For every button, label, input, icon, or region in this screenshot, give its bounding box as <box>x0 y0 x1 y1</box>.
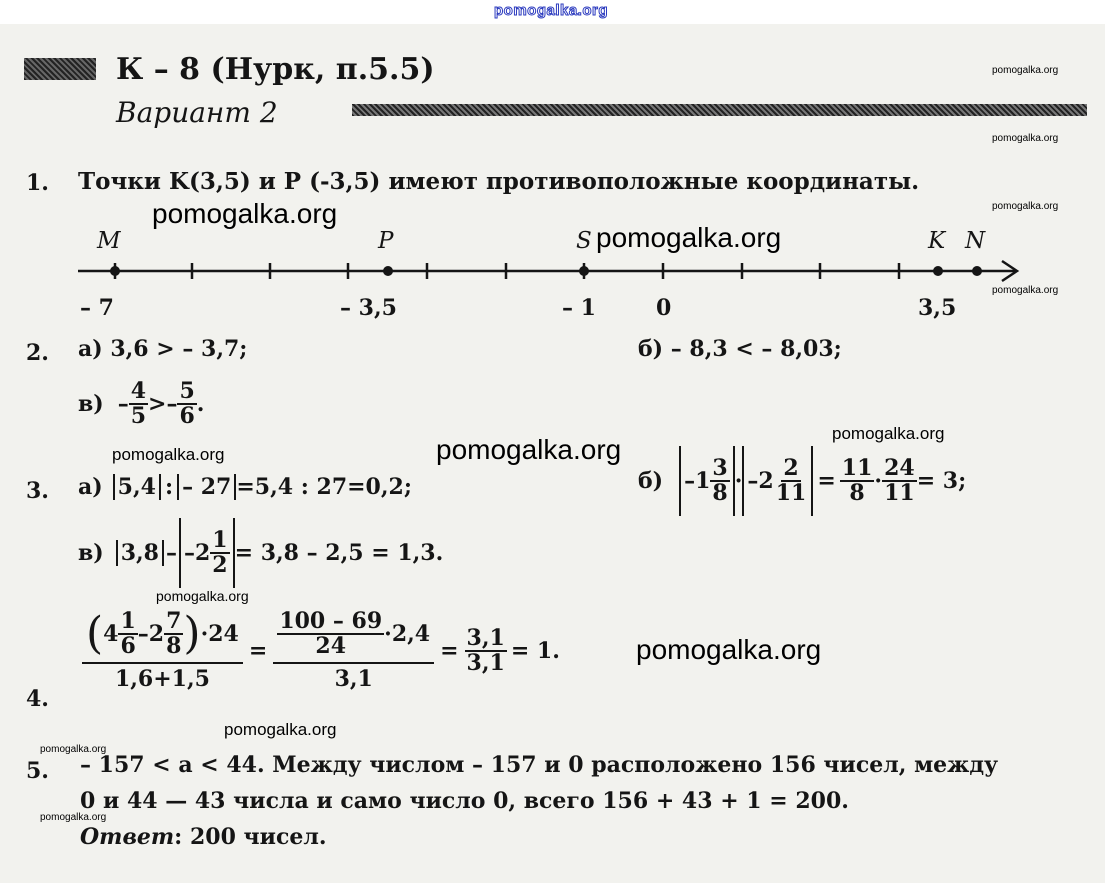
task2-v: в) – $\frac{4}{5}$ >– $\frac{5}{6}$ . <box>78 378 205 430</box>
task2-v-frac2: $\frac{5}{6}$ <box>179 378 195 430</box>
task4-number: 4. <box>26 686 49 712</box>
label-p: P <box>378 228 394 254</box>
point-p <box>383 266 393 276</box>
watermark-r3: pomogalka.org <box>992 201 1059 212</box>
header-bar-left <box>24 58 96 80</box>
task2-a: а) 3,6 > – 3,7; <box>78 336 248 362</box>
number-line <box>70 250 1030 290</box>
watermark-r4: pomogalka.org <box>992 285 1059 296</box>
task5-line2: 0 и 44 — 43 числа и само число 0, всего 156 + 43 + 1 = 200. <box>80 788 849 814</box>
watermark-r1: pomogalka.org <box>992 65 1059 76</box>
task1-text: Точки K(3,5) и P (-3,5) имеют противоположные координаты. <box>78 168 920 195</box>
label-s: S <box>576 228 592 254</box>
label-k: K <box>928 228 946 254</box>
task1-number: 1. <box>26 170 49 196</box>
task2-b: б) – 8,3 < – 8,03; <box>638 336 842 362</box>
task5-answer: Ответ: 200 чисел. <box>80 824 327 850</box>
task3-v: в) 3,8 – – 2 $\frac{1}{2}$ = 3,8 – 2,5 = 1,3. <box>78 518 443 588</box>
task2-v-prefix: в) <box>78 391 104 418</box>
watermark-task3-left: pomogalka.org <box>112 445 225 464</box>
top-watermark: pomogalka.org <box>494 2 609 19</box>
watermark-bottom-left1: pomogalka.org <box>40 744 107 755</box>
header-bar-right <box>352 104 1087 116</box>
task5-number: 5. <box>26 758 49 784</box>
value-s: – 1 <box>562 295 596 321</box>
point-s <box>579 266 589 276</box>
point-k <box>933 266 943 276</box>
watermark-task1-left: pomogalka.org <box>152 198 338 229</box>
watermark-bottom-left2: pomogalka.org <box>40 812 107 823</box>
variant-title: Вариант 2 <box>116 96 278 129</box>
watermark-task3-right: pomogalka.org <box>832 424 945 443</box>
label-n: N <box>965 228 986 254</box>
task2-number: 2. <box>26 340 49 366</box>
value-m: – 7 <box>80 295 114 321</box>
value-p: – 3,5 <box>340 295 397 321</box>
watermark-task3v: pomogalka.org <box>156 588 249 604</box>
watermark-task1-right: pomogalka.org <box>596 222 782 253</box>
watermark-task4-bottom: pomogalka.org <box>224 720 337 739</box>
page-title: К – 8 (Нурк, п.5.5) <box>116 52 435 87</box>
watermark-task4-right: pomogalka.org <box>636 634 822 665</box>
task4-last-fraction: $\frac{3,1}{3,1}$ <box>466 624 505 676</box>
task4-expression: ( 4 $\frac{1}{6}$ – 2 $\frac{7}{8}$ ) ·24 1,6+1,5 = $\frac{100 - 69}{24}$ ·2,4 3,1 = $\frac{3,1}{3,1}$ = 1. <box>82 610 560 691</box>
watermark-r2: pomogalka.org <box>992 133 1059 144</box>
task3-number: 3. <box>26 478 49 504</box>
task4-mid-fraction: $\frac{100 - 69}{24}$ ·2,4 3,1 <box>273 610 434 691</box>
point-m <box>110 266 120 276</box>
task2-v-frac1: $\frac{4}{5}$ <box>130 378 147 430</box>
point-n <box>972 266 982 276</box>
task3-a: а) 5,4 : – 27 =5,4 : 27=0,2; <box>78 474 412 500</box>
watermark-task3-center: pomogalka.org <box>436 434 622 465</box>
label-m: M <box>97 228 121 254</box>
task4-big-fraction: ( 4 $\frac{1}{6}$ – 2 $\frac{7}{8}$ ) ·24 1,6+1,5 <box>82 610 243 691</box>
task5-line1: – 157 < a < 44. Между числом – 157 и 0 расположено 156 чисел, между <box>80 752 999 778</box>
task3-b: б) – 1 $\frac{3}{8}$ · – 2 $\frac{2}{11}$ = $\frac{11}{8}$ · $\frac{24}{11}$ = 3; <box>638 446 966 516</box>
value-k: 3,5 <box>918 295 957 321</box>
value-zero: 0 <box>656 295 672 321</box>
